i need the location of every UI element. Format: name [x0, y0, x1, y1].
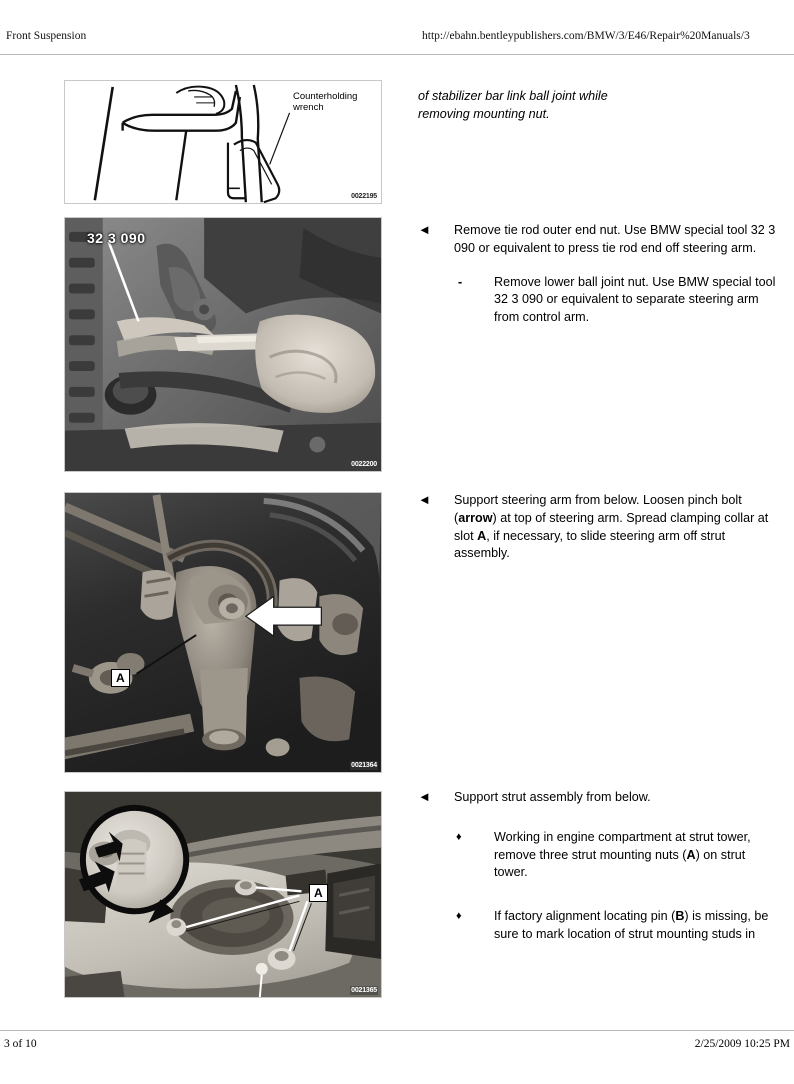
- continuation-line-2: removing mounting nut.: [418, 106, 550, 121]
- substep-text: [494, 908, 778, 944]
- step-emphasis-arrow: arrow: [458, 510, 493, 525]
- figure-strut-tower-mounting-nuts: [64, 791, 382, 998]
- substep-emphasis-b: B: [675, 909, 685, 924]
- diamond-bullet-icon: ♦: [456, 910, 462, 923]
- procedure-substep: [454, 274, 778, 327]
- substep-text: [494, 829, 778, 882]
- procedure-step: [418, 492, 778, 563]
- header-source-url: http://ebahn.bentleypublishers.com/BMW/3/E46/Repair%20Manuals/3: [422, 30, 750, 42]
- diamond-bullet-icon: ♦: [456, 830, 462, 843]
- figure-tie-rod-special-tool: [64, 217, 382, 472]
- step-text-part-1: Support steering arm from below. Loosen pinch bolt (: [454, 493, 742, 525]
- step-text-part-3: , if necessary, to slide steering arm off strut assembly.: [454, 528, 726, 561]
- figure-1-image-number: 0022195: [351, 193, 377, 200]
- page-footer: [0, 1038, 794, 1058]
- figure-1-caption-line-1: Counterholding: [293, 91, 358, 102]
- procedure-step: [418, 222, 778, 327]
- step-text: Support strut assembly from below.: [454, 790, 651, 804]
- text-block-continuation: [418, 88, 778, 124]
- figure-4-label-a: A: [309, 884, 328, 902]
- footer-divider: [0, 1030, 794, 1031]
- step-text: Remove tie rod outer end nut. Use BMW special tool 32 3 090 or equivalent to press tie rod end off steering arm.: [454, 223, 776, 255]
- continuation-paragraph: [418, 88, 778, 124]
- figure-3-label-a: A: [111, 669, 130, 687]
- left-triangle-bullet-icon: ◄: [418, 222, 431, 237]
- page-header: [0, 30, 794, 52]
- procedure-substep: [454, 908, 778, 944]
- procedure-step: [418, 789, 778, 944]
- substep-emphasis-a: A: [686, 847, 696, 862]
- dash-bullet-icon: -: [458, 274, 463, 289]
- substep-text-part-2: ) is missing, be sure to mark location of strut mounting studs in: [494, 909, 769, 941]
- substep-text: Remove lower ball joint nut. Use BMW special tool 32 3 090 or equivalent to separate steering arm from control arm.: [494, 274, 776, 325]
- step-text: [454, 492, 778, 563]
- footer-timestamp: 2/25/2009 10:25 PM: [694, 1038, 790, 1050]
- substep-text-part-1: Working in engine compartment at strut tower, remove three strut mounting nuts (: [494, 829, 751, 862]
- procedure-substep: [454, 829, 778, 882]
- photograph-graphic: [65, 792, 381, 998]
- figure-3-image-number: 0021364: [351, 762, 377, 769]
- figure-4-image-number: 0021365: [351, 987, 377, 994]
- continuation-line-1: of stabilizer bar link ball joint while: [418, 89, 608, 103]
- figure-pinch-bolt-slot-a: [64, 492, 382, 773]
- header-document-title: Front Suspension: [6, 30, 87, 42]
- text-block-steering-arm-step: [418, 492, 778, 563]
- left-triangle-bullet-icon: ◄: [418, 492, 431, 507]
- footer-page-number: 3 of 10: [4, 1038, 37, 1050]
- photograph-graphic: [65, 493, 381, 772]
- substep-text-part-2: ) on strut tower.: [494, 847, 746, 880]
- photograph-graphic: [65, 218, 381, 471]
- figure-1-caption-line-2: wrench: [293, 102, 324, 113]
- figure-2-tool-label: 32 3 090: [87, 230, 146, 246]
- left-triangle-bullet-icon: ◄: [418, 789, 431, 804]
- step-emphasis-a: A: [477, 528, 487, 543]
- text-block-strut-assembly-step: [418, 789, 778, 944]
- figure-2-image-number: 0022200: [351, 461, 377, 468]
- figure-1-caption-label: [293, 91, 357, 113]
- step-text-part-2: ) at top of steering arm. Spread clamping collar at slot: [454, 510, 769, 543]
- figure-counterholding-wrench: [64, 80, 382, 204]
- text-block-tie-rod-step: [418, 222, 778, 327]
- header-divider: [0, 54, 794, 55]
- substep-text-part-1: If factory alignment locating pin (: [494, 909, 676, 924]
